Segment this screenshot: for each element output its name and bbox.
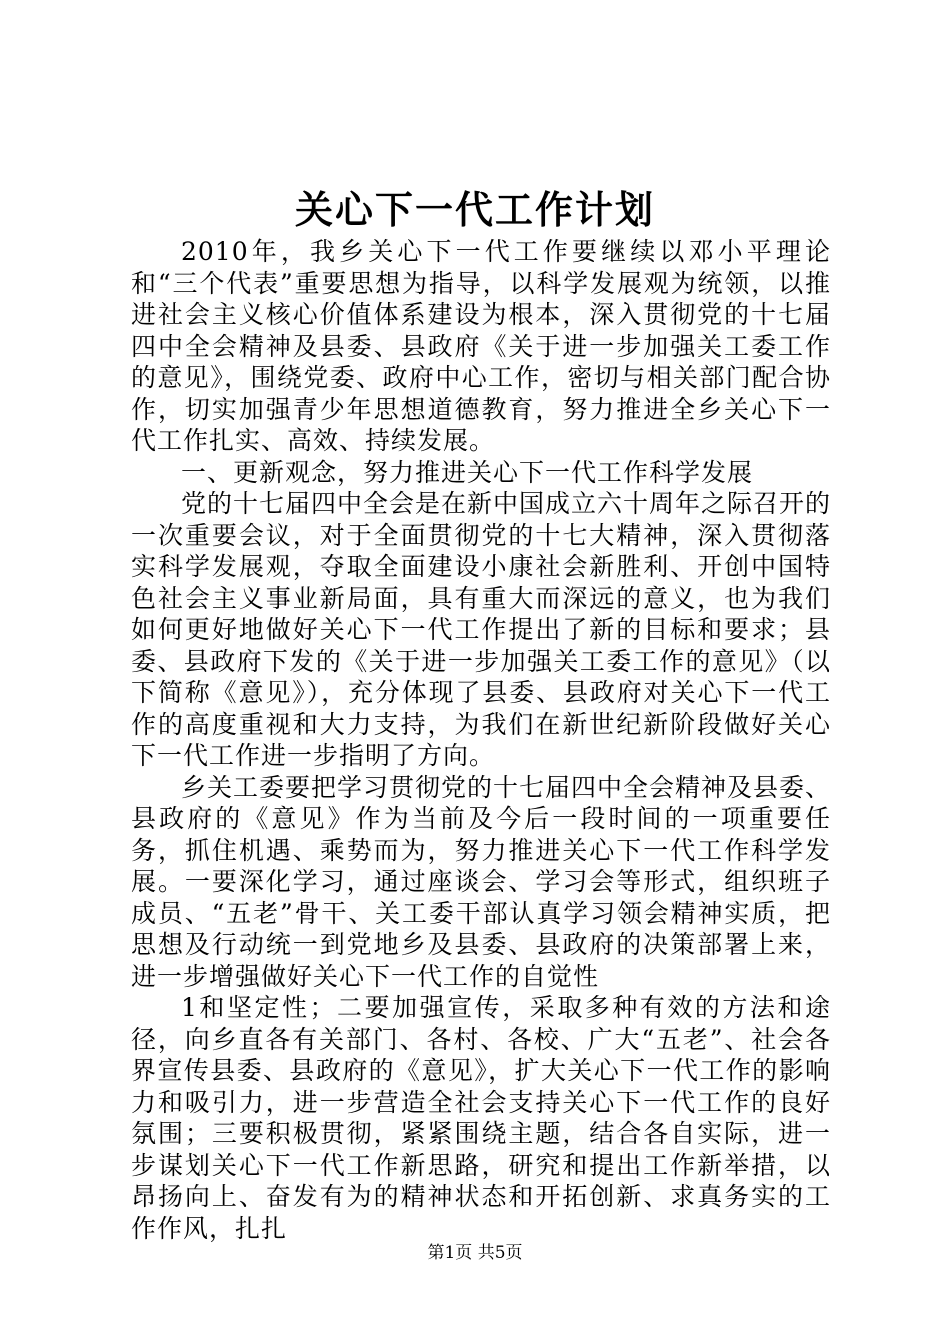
paragraph-section1-c: 1和坚定性；二要加强宣传，采取多种有效的方法和途径，向乡直各有关部门、各村、各校、广大“五老”、社会各界宣传县委、县政府的《意见》，扩大关心下一代工作的影响力和吸引力，进一步营造全社会支持关心下一代工作的良好氛围；三要积极贯彻，紧紧围绕主题，结合各自实际，进一步谋划关心下一代工作新思路，研究和提出工作新举措，以昂扬向上、奋发有为的精神状态和开拓创新、求真务实的工作作风，扎扎 bbox=[131, 993, 831, 1243]
page-footer: 第1页 共5页 bbox=[427, 1243, 523, 1263]
paragraph-section1-a: 党的十七届四中全会是在新中国成立六十周年之际召开的一次重要会议，对于全面贯彻党的十七大精神，深入贯彻落实科学发展观，夺取全面建设小康社会新胜利、开创中国特色社会主义事业新局面，具有重大而深远的意义，也为我们如何更好地做好关心下一代工作提出了新的目标和要求；县委、县政府下发的《关于进一步加强关工委工作的意见》（以下简称《意见》），充分体现了县委、县政府对关心下一代工作的高度重视和大力支持，为我们在新世纪新阶段做好关心下一代工作进一步指明了方向。 bbox=[131, 489, 832, 770]
document-title: 关心下一代工作计划 bbox=[294, 187, 655, 232]
document-body bbox=[131, 236, 831, 1244]
section-heading-1: 一、更新观念，努力推进关心下一代工作科学发展 bbox=[181, 457, 754, 487]
paragraph-intro: 2010年，我乡关心下一代工作要继续以邓小平理论和“三个代表”重要思想为指导，以科学发展观为统领，以推进社会主义核心价值体系建设为根本，深入贯彻党的十七届四中全会精神及县委、县政府《关于进一步加强关工委工作的意见》，围绕党委、政府中心工作，密切与相关部门配合协作，切实加强青少年思想道德教育，努力推进全乡关心下一代工作扎实、高效、持续发展。 bbox=[131, 237, 831, 455]
paragraph-section1-b: 乡关工委要把学习贯彻党的十七届四中全会精神及县委、县政府的《意见》作为当前及今后一段时间的一项重要任务，抓住机遇、乘势而为，努力推进关心下一代工作科学发展。一要深化学习，通过座谈会、学习会等形式，组织班子成员、“五老”骨干、关工委干部认真学习领会精神实质，把思想及行动统一到党地乡及县委、县政府的决策部署上来，进一步增强做好关心下一代工作的自觉性 bbox=[131, 772, 832, 991]
